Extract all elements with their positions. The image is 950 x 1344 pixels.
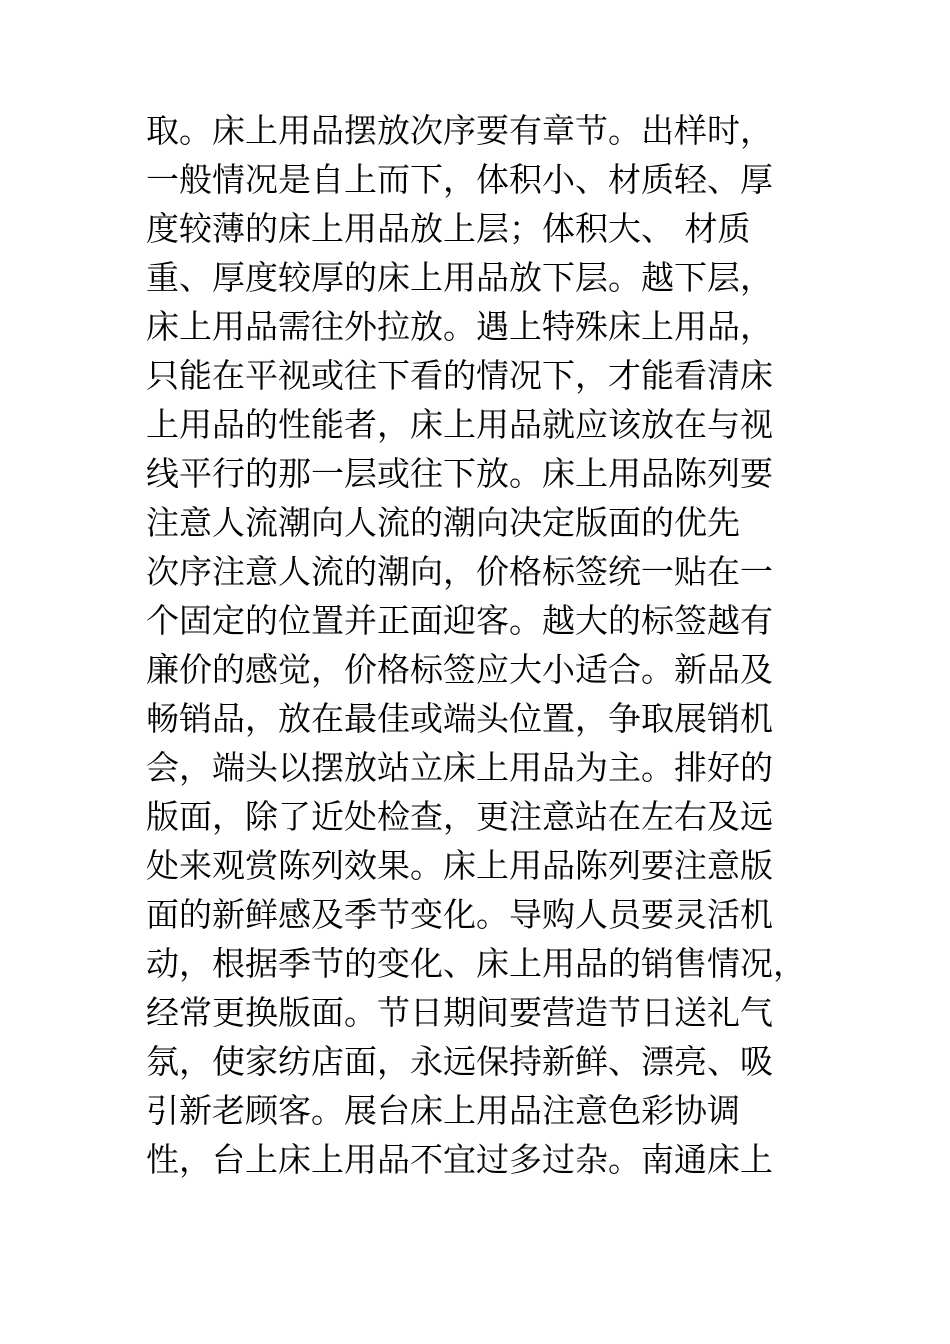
body-text <box>146 106 816 1184</box>
text-line: 廉价的感觉，价格标签应大小适合。新品及 <box>146 650 773 689</box>
text-line: 引新老顾客。展台床上用品注意色彩协调 <box>146 1091 740 1130</box>
text-line: 面的新鲜感及季节变化。导购人员要灵活机 <box>146 895 773 934</box>
text-line: 注意人流潮向人流的潮向决定版面的优先 <box>146 503 740 542</box>
text-line: 个固定的位置并正面迎客。越大的标签越有 <box>146 601 773 640</box>
text-line: 一般情况是自上而下，体积小、材质轻、厚 <box>146 160 773 199</box>
text-line: 上用品的性能者，床上用品就应该放在与视 <box>146 405 773 444</box>
text-line: 床上用品需往外拉放。遇上特殊床上用品， <box>146 307 773 346</box>
text-line: 经常更换版面。节日期间要营造节日送礼气 <box>146 993 773 1032</box>
text-line: 次序注意人流的潮向，价格标签统一贴在一 <box>146 552 773 591</box>
text-line: 性，台上床上用品不宜过多过杂。南通床上 <box>146 1140 773 1179</box>
text-line: 动，根据季节的变化、床上用品的销售情况， <box>146 944 806 983</box>
text-line: 会，端头以摆放站立床上用品为主。排好的 <box>146 748 773 787</box>
text-line: 取。床上用品摆放次序要有章节。出样时， <box>146 111 773 150</box>
text-line: 版面，除了近处检查，更注意站在左右及远 <box>146 797 773 836</box>
text-line: 重、厚度较厚的床上用品放下层。越下层， <box>146 258 773 297</box>
text-line: 度较薄的床上用品放上层；体积大、 材质 <box>146 209 751 248</box>
text-line: 畅销品，放在最佳或端头位置，争取展销机 <box>146 699 773 738</box>
text-line: 只能在平视或往下看的情况下，才能看清床 <box>146 356 773 395</box>
text-line: 处来观赏陈列效果。床上用品陈列要注意版 <box>146 846 773 885</box>
text-line: 线平行的那一层或往下放。床上用品陈列要 <box>146 454 773 493</box>
text-line: 氛，使家纺店面，永远保持新鲜、漂亮、吸 <box>146 1042 773 1081</box>
